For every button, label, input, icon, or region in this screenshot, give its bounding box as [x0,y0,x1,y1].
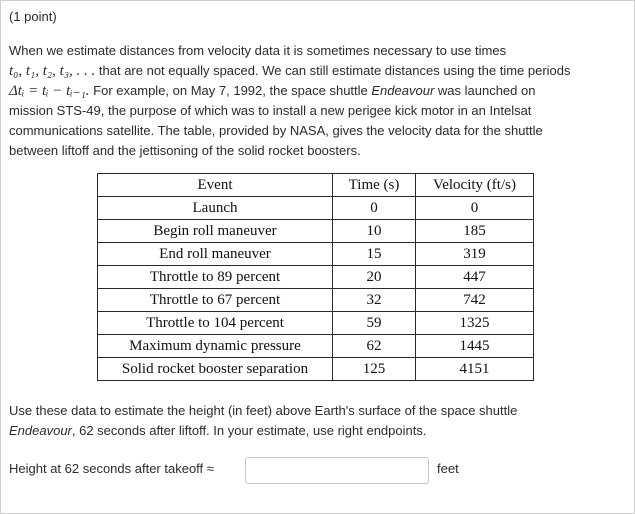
statement-line-3 [9,81,629,101]
cell-event: Throttle to 67 percent [98,289,333,312]
height-answer-input[interactable] [245,457,429,484]
table-row [98,312,534,335]
statement-line-3-text-2: was launched on [434,83,536,98]
cell-time: 125 [333,358,416,381]
table-row [98,358,534,381]
cell-time: 0 [333,197,416,220]
table-row [98,243,534,266]
cell-time: 32 [333,289,416,312]
cell-time: 15 [333,243,416,266]
cell-event: Maximum dynamic pressure [98,335,333,358]
cell-velocity: 1325 [416,312,534,335]
cell-event: Throttle to 89 percent [98,266,333,289]
points-label: (1 point) [9,9,57,24]
cell-velocity: 447 [416,266,534,289]
table-row [98,335,534,358]
cell-time: 59 [333,312,416,335]
cell-event: Begin roll maneuver [98,220,333,243]
times-sequence-math: t₀, t₁, t₂, t₃, . . . [9,63,96,79]
statement-line-4: mission STS-49, the purpose of which was to install a new perigee kick motor in an Intelsat [9,103,532,118]
question-shuttle-name: Endeavour [9,423,72,438]
cell-time: 20 [333,266,416,289]
table-body [98,197,534,381]
table-row [98,220,534,243]
question-line-2 [9,421,517,441]
answer-unit: feet [437,461,459,476]
cell-velocity: 1445 [416,335,534,358]
question-line-1: Use these data to estimate the height (in feet) above Earth's surface of the space shuttle [9,403,518,418]
cell-event: Throttle to 104 percent [98,312,333,335]
statement-line-1: When we estimate distances from velocity data it is sometimes necessary to use times [9,43,507,58]
statement-line-2-text: that are not equally spaced. We can still estimate distances using the time periods [95,63,571,78]
table-header-row [98,174,534,197]
statement-line-5: communications satellite. The table, provided by NASA, gives the velocity data for the shuttle [9,123,543,138]
question-line-2-text: , 62 seconds after liftoff. In your estimate, use right endpoints. [71,423,427,438]
cell-velocity: 185 [416,220,534,243]
delta-t-formula: Δtᵢ = tᵢ − tᵢ₋₁. [9,83,90,99]
cell-velocity: 0 [416,197,534,220]
cell-time: 10 [333,220,416,243]
table-row [98,266,534,289]
header-velocity: Velocity (ft/s) [416,174,534,197]
cell-velocity: 4151 [416,358,534,381]
table-row [98,197,534,220]
answer-label: Height at 62 seconds after takeoff ≈ [9,461,214,476]
statement-line-2 [9,61,629,81]
cell-velocity: 319 [416,243,534,266]
cell-event: End roll maneuver [98,243,333,266]
cell-time: 62 [333,335,416,358]
problem-statement [9,41,629,161]
velocity-table [97,173,534,381]
header-time: Time (s) [333,174,416,197]
question [9,401,517,441]
statement-line-3-text: For example, on May 7, 1992, the space shuttle [89,83,372,98]
cell-event: Launch [98,197,333,220]
cell-velocity: 742 [416,289,534,312]
answer-row [9,457,629,485]
cell-event: Solid rocket booster separation [98,358,333,381]
header-event: Event [98,174,333,197]
table-row [98,289,534,312]
statement-line-6: between liftoff and the jettisoning of the solid rocket boosters. [9,143,361,158]
shuttle-name: Endeavour [371,83,435,98]
